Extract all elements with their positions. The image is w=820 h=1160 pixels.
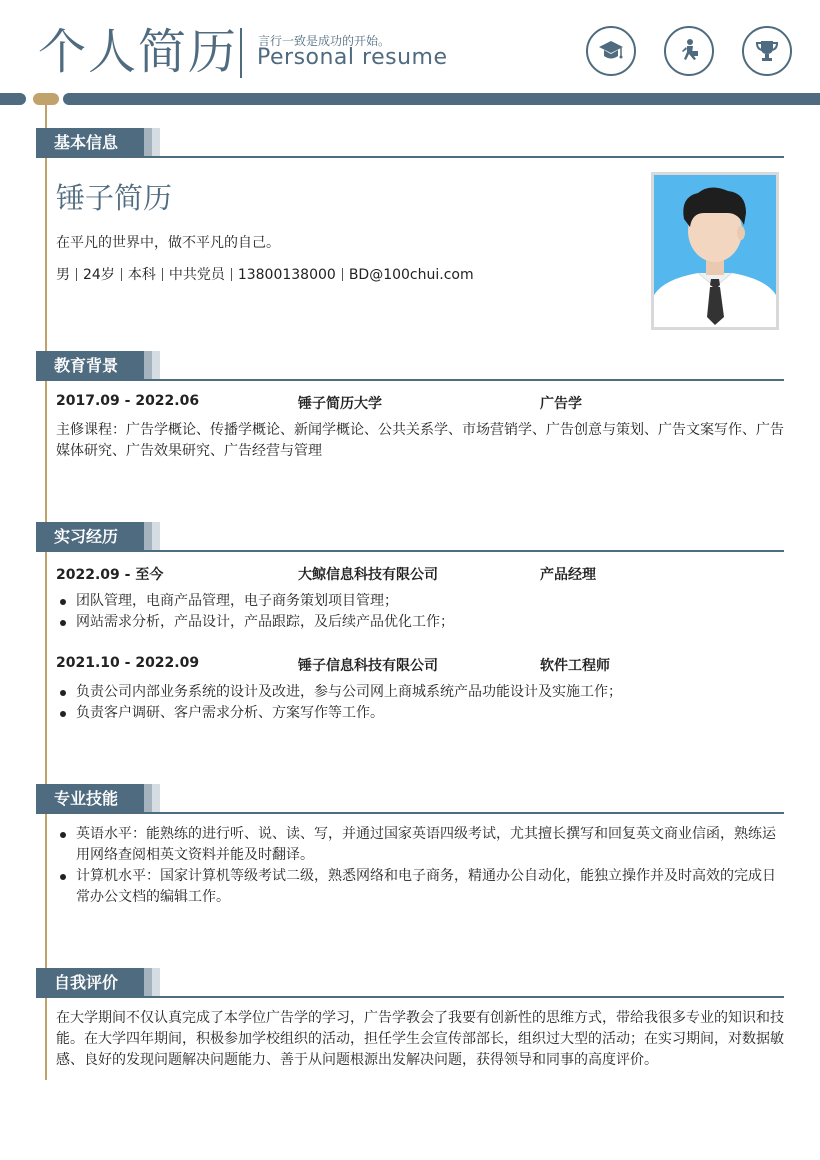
- education-major: 广告学: [540, 396, 582, 412]
- section-divider: [36, 156, 784, 158]
- education-courses: 主修课程：广告学概论、传播学概论、新闻学概论、公共关系学、市场营销学、广告创意与策划、广告文案写作、广告媒体研究、广告效果研究、广告经营与管理: [56, 422, 784, 459]
- experience-points: [56, 591, 786, 633]
- experience-points: [56, 682, 786, 724]
- list-item: 网站需求分析，产品设计，产品跟踪，及后续产品优化工作；: [56, 612, 786, 633]
- section-divider: [36, 379, 784, 381]
- section-title: 实习经历: [36, 522, 144, 552]
- title-divider: [240, 28, 242, 78]
- experience-company: 锤子信息科技有限公司: [298, 658, 438, 674]
- section-header-education: [36, 351, 156, 381]
- resume-name: 锤子简历: [56, 181, 173, 215]
- experience-role: 软件工程师: [540, 658, 610, 674]
- education-period: 2017.09 - 2022.06: [56, 393, 200, 409]
- section-title: 自我评价: [36, 968, 144, 998]
- section-divider: [36, 550, 784, 552]
- slogan: 在平凡的世界中，做不平凡的自己。: [56, 235, 280, 251]
- age: 24岁: [83, 267, 115, 283]
- runner-icon: [664, 26, 714, 76]
- list-item: 计算机水平：国家计算机等级考试二级，熟悉网络和电子商务，精通办公自动化，能独立操作并及时高效的完成日常办公文档的编辑工作。: [56, 866, 786, 908]
- phone: 13800138000: [237, 267, 336, 283]
- section-divider: [36, 996, 784, 998]
- list-item: 负责客户调研、客户需求分析、方案写作等工作。: [56, 703, 786, 724]
- section-header-basic: [36, 128, 156, 158]
- list-item: 负责公司内部业务系统的设计及改进，参与公司网上商城系统产品功能设计及实施工作；: [56, 682, 786, 703]
- section-title: 基本信息: [36, 128, 144, 158]
- experience-period: 2021.10 - 2022.09: [56, 655, 200, 671]
- list-item: 团队管理，电商产品管理，电子商务策划项目管理；: [56, 591, 786, 612]
- section-header-experience: [36, 522, 156, 552]
- list-item: 英语水平：能熟练的进行听、说、读、写，并通过国家英语四级考试，尤其擅长撰写和回复英文商业信函，熟练运用网络查阅相英文资料并能及时翻译。: [56, 824, 786, 866]
- timeline-line: [45, 105, 47, 1080]
- avatar: [651, 172, 779, 330]
- skills-list: [56, 824, 786, 908]
- graduation-cap-icon: [586, 26, 636, 76]
- header-subtitle: Personal resume: [257, 45, 448, 70]
- section-title: 专业技能: [36, 784, 144, 814]
- header-motto: 言行一致是成功的开始。: [258, 34, 391, 48]
- degree: 本科: [127, 267, 156, 283]
- section-divider: [36, 812, 784, 814]
- personal-info: [56, 264, 474, 284]
- trophy-icon: [742, 26, 792, 76]
- header-bar: [63, 93, 820, 105]
- education-school: 锤子简历大学: [298, 396, 382, 412]
- header-bar-left: [0, 93, 26, 105]
- header-bar-accent: [33, 93, 59, 105]
- section-header-self-eval: [36, 968, 156, 998]
- page-title: 个人简历: [38, 24, 239, 80]
- experience-role: 产品经理: [540, 567, 596, 583]
- section-title: 教育背景: [36, 351, 144, 381]
- gender: 男: [56, 267, 70, 283]
- self-eval-text: 在大学期间不仅认真完成了本学位广告学的学习，广告学教会了我要有创新性的思维方式，带给我很多专业的知识和技能。在大学四年期间，积极参加学校组织的活动，担任学生会宣传部部长，组织过大型的活动；在实习期间，对数据敏感、良好的发现问题解决问题能力、善于从问题根源出发解决问题，获得领导和同事的高度评价。: [56, 1010, 784, 1068]
- experience-period: 2022.09 - 至今: [56, 567, 164, 583]
- section-header-skills: [36, 784, 156, 814]
- email: BD@100chui.com: [348, 267, 474, 283]
- experience-company: 大鲸信息科技有限公司: [298, 567, 438, 583]
- political-status: 中共党员: [168, 267, 225, 283]
